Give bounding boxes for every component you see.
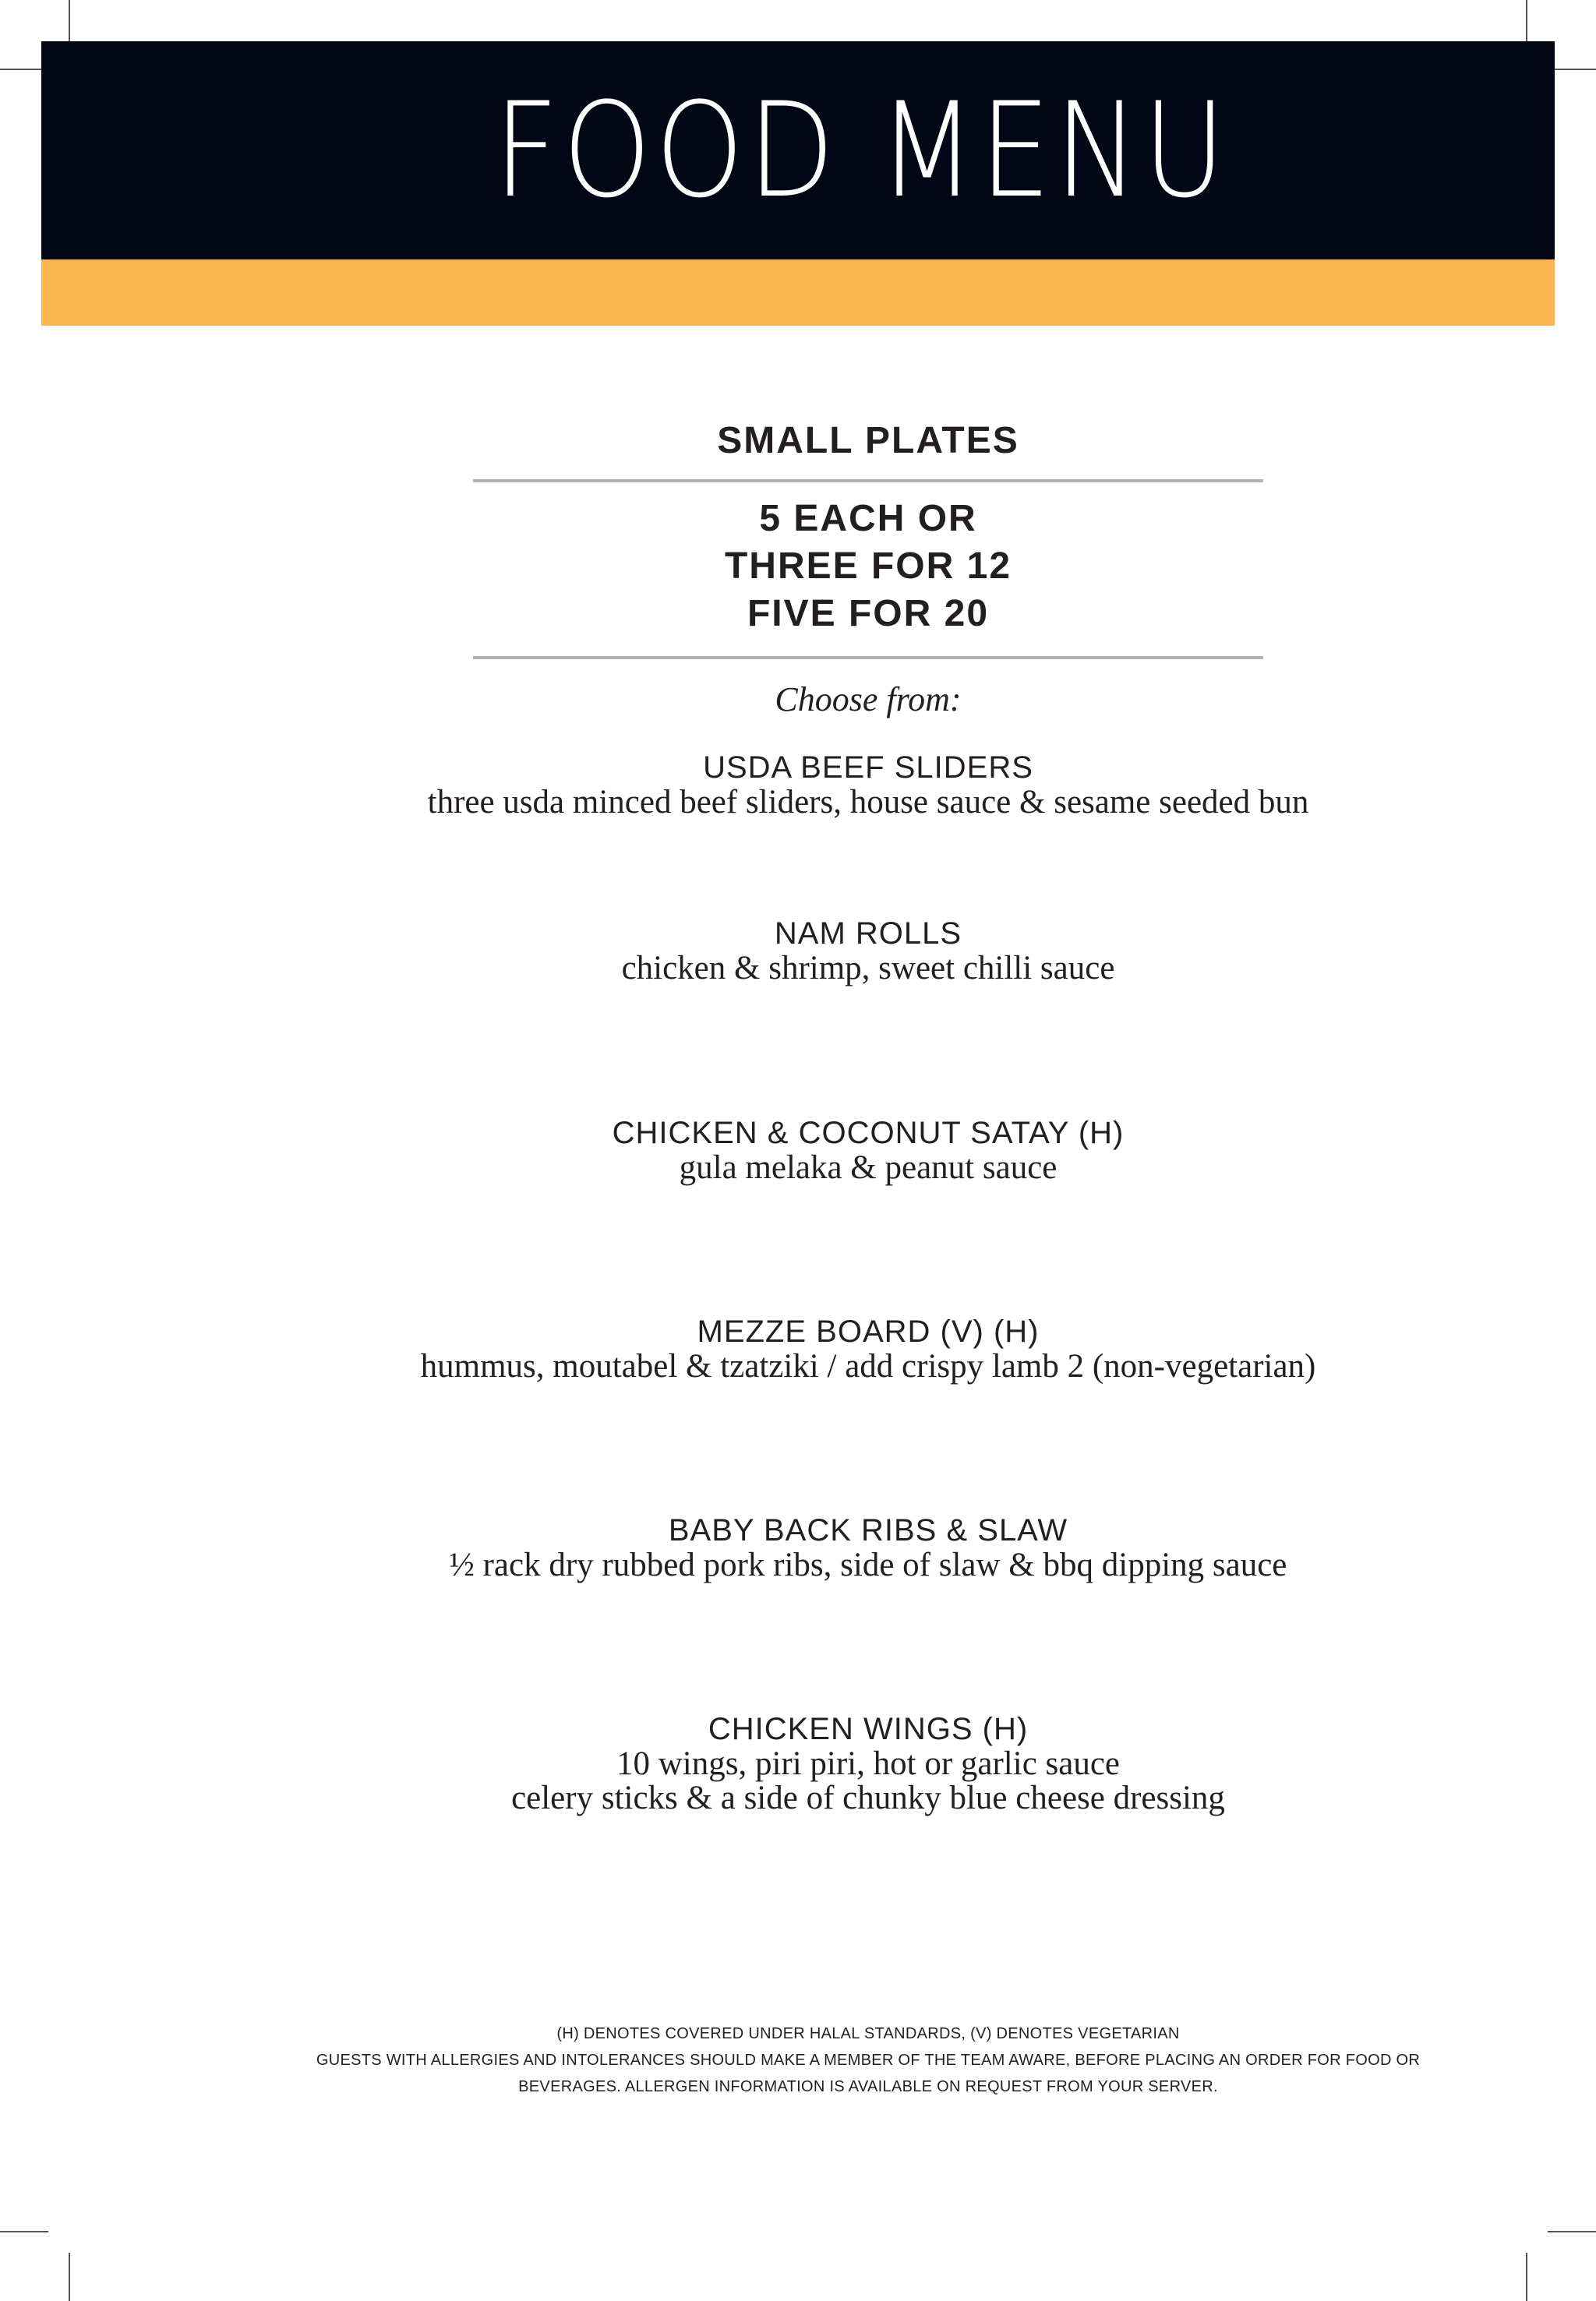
item-description: three usda minced beef sliders, house sauce & sesame seeded bun (427, 784, 1309, 821)
menu-title: FOOD MENU (493, 74, 1230, 227)
item-name: USDA BEEF SLIDERS (703, 750, 1033, 785)
item-description: chicken & shrimp, sweet chilli sauce (621, 950, 1115, 986)
menu-item (0, 1711, 1596, 1816)
item-name: CHICKEN WINGS (H) (708, 1712, 1029, 1746)
pricing-line: 5 EACH OR (759, 498, 977, 539)
allergen-footnote (0, 2020, 1596, 2100)
item-description: celery sticks & a side of chunky blue cheese dressing (511, 1780, 1225, 1816)
pricing-line: FIVE FOR 20 (747, 593, 990, 634)
item-name: NAM ROLLS (774, 916, 962, 951)
section-heading: SMALL PLATES (717, 420, 1019, 461)
pricing-line: THREE FOR 12 (724, 545, 1012, 587)
item-name: BABY BACK RIBS & SLAW (668, 1513, 1068, 1548)
menu-item (0, 1115, 1596, 1185)
item-description: hummus, moutabel & tzatziki / add crispy lamb 2 (non-vegetarian) (420, 1348, 1316, 1385)
divider-bottom (473, 656, 1263, 659)
footnote-line: BEVERAGES. ALLERGEN INFORMATION IS AVAILABLE ON REQUEST FROM YOUR SERVER. (518, 2078, 1218, 2095)
item-description: ½ rack dry rubbed pork ribs, side of slaw & bbq dipping sauce (449, 1547, 1287, 1583)
menu-item (0, 916, 1596, 986)
item-description: gula melaka & peanut sauce (679, 1149, 1058, 1186)
footnote-line: GUESTS WITH ALLERGIES AND INTOLERANCES SHOULD MAKE A MEMBER OF THE TEAM AWARE, BEFORE PLACING AN ORDER FOR FOOD OR (316, 2052, 1421, 2069)
item-name: MEZZE BOARD (V) (H) (697, 1315, 1040, 1349)
menu-item (0, 750, 1596, 820)
menu-item (0, 1512, 1596, 1583)
choose-label: Choose from: (775, 680, 962, 718)
menu-item (0, 1314, 1596, 1384)
footnote-line: (H) DENOTES COVERED UNDER HALAL STANDARDS, (V) DENOTES VEGETARIAN (556, 2025, 1180, 2042)
item-description: 10 wings, piri piri, hot or garlic sauce (616, 1745, 1121, 1782)
pricing-block (0, 495, 1596, 637)
divider-top (473, 479, 1263, 482)
item-name: CHICKEN & COCONUT SATAY (H) (612, 1116, 1125, 1150)
